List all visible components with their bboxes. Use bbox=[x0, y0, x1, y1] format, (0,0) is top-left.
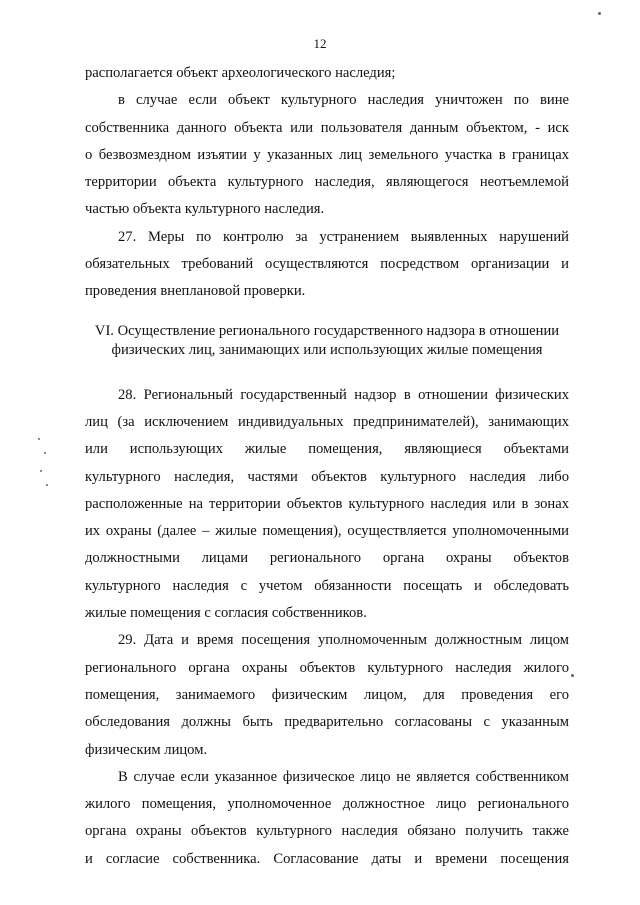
scan-speck bbox=[40, 470, 42, 472]
text-line: органа охраны объектов культурного наследия обязано получить также bbox=[85, 823, 569, 840]
text-line: В случае если указанное физическое лицо не является собственником bbox=[118, 768, 569, 785]
text-line: 28. Региональный государственный надзор в отношении физических bbox=[118, 386, 569, 403]
text-line: собственника данного объекта или пользователя данным объектом, - иск bbox=[85, 119, 569, 136]
text-line: жилые помещения с согласия собственников. bbox=[85, 605, 367, 622]
paragraph bbox=[85, 382, 569, 628]
paragraph bbox=[85, 87, 569, 223]
text-line: лиц (за исключением индивидуальных предпринимателей), занимающих bbox=[85, 413, 569, 430]
text-line: 27. Меры по контролю за устранением выявленных нарушений bbox=[118, 228, 569, 245]
text-line: их охраны (далее – жилые помещения), осуществляется уполномоченными bbox=[85, 523, 569, 540]
scan-speck bbox=[598, 12, 601, 15]
page-number: 12 bbox=[313, 36, 327, 51]
text-line: и согласие собственника. Согласование даты и времени посещения bbox=[85, 850, 569, 867]
paragraph bbox=[85, 60, 569, 87]
section-heading-line: физических лиц, занимающих или использующих жилые помещения bbox=[111, 341, 543, 358]
text-line: жилого помещения, уполномоченное должностное лицо регионального bbox=[85, 796, 569, 813]
text-line: 29. Дата и время посещения уполномоченным должностным лицом bbox=[118, 632, 569, 649]
text-line: территории объекта культурного наследия, являющегося неотъемлемой bbox=[85, 174, 569, 191]
text-line: культурного наследия, частями объектов культурного наследия либо bbox=[85, 468, 569, 485]
section-heading-line: VI. Осуществление регионального государственного надзора в отношении bbox=[94, 322, 560, 339]
text-line: расположенные на территории объектов культурного наследия или в зонах bbox=[85, 495, 569, 512]
paragraph bbox=[85, 764, 569, 873]
text-line: регионального органа охраны объектов культурного наследия жилого bbox=[85, 659, 569, 676]
text-line: культурного наследия с учетом обязанности посещать и обследовать bbox=[85, 577, 569, 594]
scan-speck bbox=[44, 452, 46, 454]
text-line: частью объекта культурного наследия. bbox=[85, 201, 325, 218]
document-body bbox=[85, 60, 569, 873]
scan-speck bbox=[46, 484, 48, 486]
text-line: помещения, занимаемого физическим лицом, для проведения его bbox=[85, 686, 569, 703]
text-line: обследования должны быть предварительно согласованы с указанным bbox=[85, 714, 569, 731]
paragraph bbox=[85, 224, 569, 306]
paragraph bbox=[85, 627, 569, 763]
section-heading bbox=[85, 322, 569, 360]
scan-speck bbox=[571, 674, 574, 677]
text-line: или использующих жилые помещения, являющиеся объектами bbox=[85, 441, 569, 458]
text-line: о безвозмездном изъятии у указанных лиц земельного участка в границах bbox=[85, 146, 569, 163]
text-line: проведения внеплановой проверки. bbox=[85, 283, 306, 300]
text-line: располагается объект археологического наследия; bbox=[85, 65, 396, 81]
text-line: в случае если объект культурного наследия уничтожен по вине bbox=[118, 92, 569, 109]
scan-speck bbox=[38, 438, 40, 440]
text-line: обязательных требований осуществляются посредством организации и bbox=[85, 256, 569, 273]
text-line: физическим лицом. bbox=[85, 741, 208, 758]
text-line: должностными лицами регионального органа охраны объектов bbox=[85, 550, 569, 567]
